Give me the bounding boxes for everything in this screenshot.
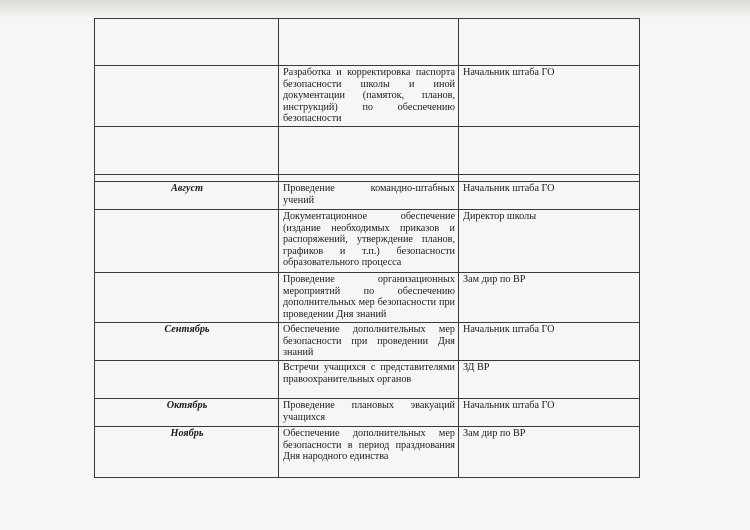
activity-cell: Проведение организационных мероприятий по обеспечению дополнительных мер безопасности при проведении Дня знаний [279, 273, 459, 323]
table-row [95, 19, 640, 66]
activity-cell: Обеспечение дополнительных мер безопасности при проведении Дня знаний [279, 323, 459, 361]
responsible-cell: Начальник штаба ГО [459, 323, 640, 361]
activity-cell [279, 175, 459, 182]
activity-cell: Разработка и корректировка паспорта безопасности школы и иной документации (памяток, планов, инструкций) по обеспечению безопасности [279, 66, 459, 127]
responsible-cell [459, 175, 640, 182]
month-cell [95, 361, 279, 399]
table-row-november [95, 427, 640, 478]
activity-cell: Проведение командно-штабных учений [279, 182, 459, 210]
security-plan-table [94, 18, 640, 478]
month-cell [95, 19, 279, 66]
table-row [95, 210, 640, 273]
responsible-cell: Начальник штаба ГО [459, 182, 640, 210]
responsible-cell: Зам дир по ВР [459, 427, 640, 478]
responsible-cell [459, 19, 640, 66]
table-row [95, 175, 640, 182]
activity-cell: Документационное обеспечение (издание необходимых приказов и распоряжений, утверждение планов, графиков и т.п.) безопасности образовательного процесса [279, 210, 459, 273]
activity-cell: Обеспечение дополнительных мер безопасности в период празднования Дня народного единства [279, 427, 459, 478]
month-cell: Сентябрь [95, 323, 279, 361]
table-row-september [95, 323, 640, 361]
activity-cell [279, 19, 459, 66]
activity-cell: Проведение плановых эвакуаций учащихся [279, 399, 459, 427]
table-row [95, 66, 640, 127]
month-cell: Август [95, 182, 279, 210]
table-row-august [95, 182, 640, 210]
table-row [95, 127, 640, 175]
responsible-cell: Директор школы [459, 210, 640, 273]
month-cell [95, 175, 279, 182]
responsible-cell [459, 127, 640, 175]
activity-cell [279, 127, 459, 175]
responsible-cell: ЗД ВР [459, 361, 640, 399]
month-cell: Октябрь [95, 399, 279, 427]
month-cell [95, 210, 279, 273]
responsible-cell: Начальник штаба ГО [459, 66, 640, 127]
month-cell [95, 127, 279, 175]
month-cell [95, 273, 279, 323]
responsible-cell: Зам дир по ВР [459, 273, 640, 323]
scan-shadow [0, 0, 750, 18]
table-row [95, 273, 640, 323]
month-cell [95, 66, 279, 127]
responsible-cell: Начальник штаба ГО [459, 399, 640, 427]
month-cell: Ноябрь [95, 427, 279, 478]
table-row [95, 361, 640, 399]
activity-cell: Встречи учащихся с представителями правоохранительных органов [279, 361, 459, 399]
table-row-october [95, 399, 640, 427]
